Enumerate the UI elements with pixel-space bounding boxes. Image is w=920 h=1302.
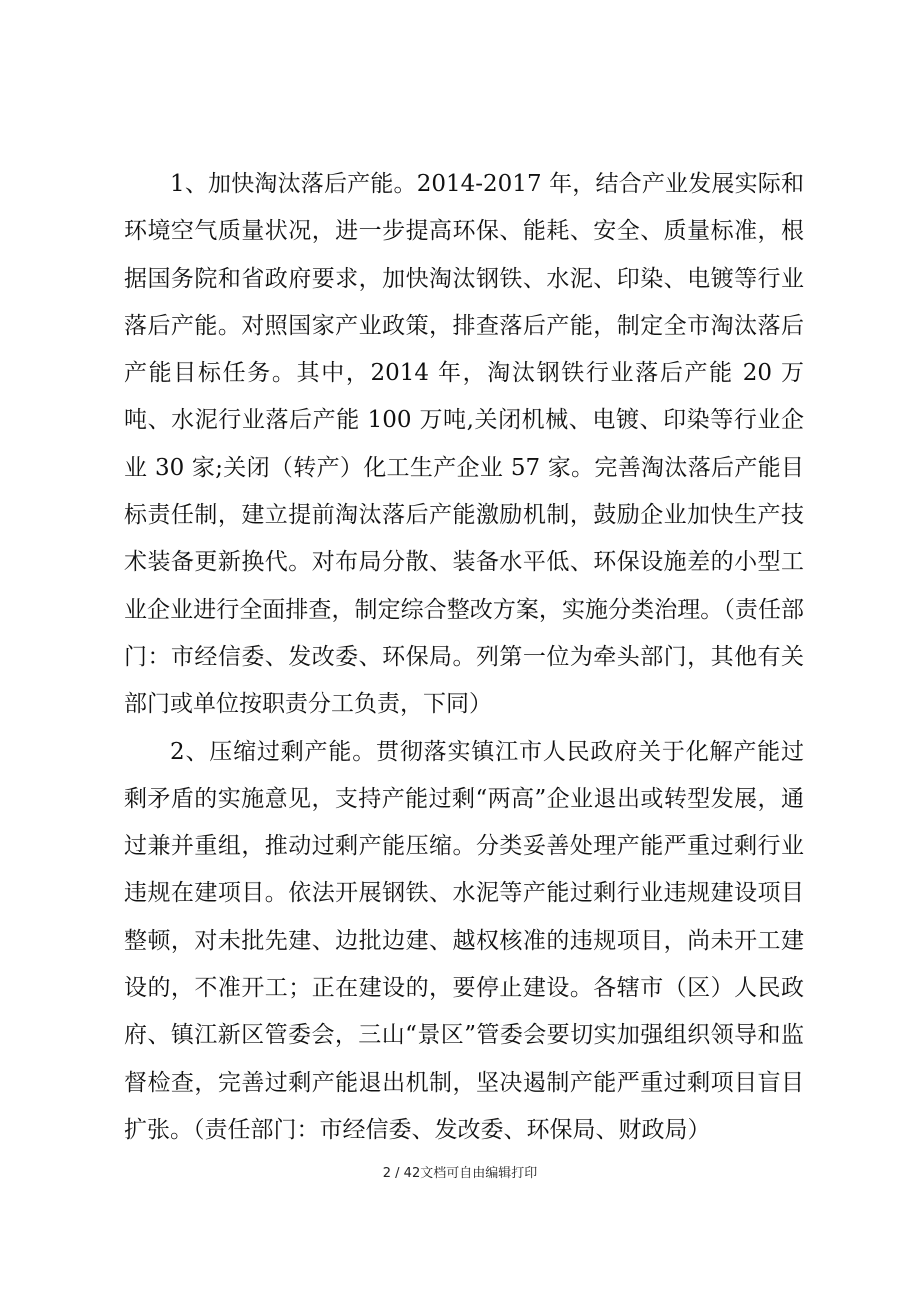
paragraph-eliminate-backward-capacity: 1、加快淘汰落后产能。2014-2017 年，结合产业发展实际和环境空气质量状况，进一步提高环保、能耗、安全、质量标准，根据国务院和省政府要求，加快淘汰钢铁、水泥、印染、电镀等行业落后产能。对照国家产业政策，排查落后产能，制定全市淘汰落后产能目标任务。其中，2014 年，淘汰钢铁行业落后产能 20 万吨、水泥行业落后产能 100 万吨,关闭机械、电镀、印染等行业企业 30 家;关闭（转产）化工生产企业 57 家。完善淘汰落后产能目标责任制，建立提前淘汰落后产能激励机制，鼓励企业加快生产技术装备更新换代。对布局分散、装备水平低、环保设施差的小型工业企业进行全面排查，制定综合整改方案，实施分类治理。（责任部门：市经信委、发改委、环保局。列第一位为牵头部门，其他有关部门或单位按职责分工负责，下同） — [124, 171, 804, 718]
document-body — [124, 161, 804, 1154]
paragraph-compress-excess-capacity: 2、压缩过剩产能。贯彻落实镇江市人民政府关于化解产能过剩矛盾的实施意见，支持产能过剩“两高”企业退出或转型发展，通过兼并重组，推动过剩产能压缩。分类妥善处理产能严重过剩行业违规在建项目。依法开展钢铁、水泥等产能过剩行业违规建设项目整顿，对未批先建、边批边建、越权核准的违规项目，尚未开工建设的，不准开工；正在建设的，要停止建设。各辖市（区）人民政府、镇江新区管委会，三山“景区”管委会要切实加强组织领导和监督检查，完善过剩产能退出机制，坚决遏制产能严重过剩项目盲目扩张。（责任部门：市经信委、发改委、环保局、财政局） — [124, 738, 804, 1143]
page-footer: 2 / 42文档可自由编辑打印 — [382, 1166, 538, 1181]
